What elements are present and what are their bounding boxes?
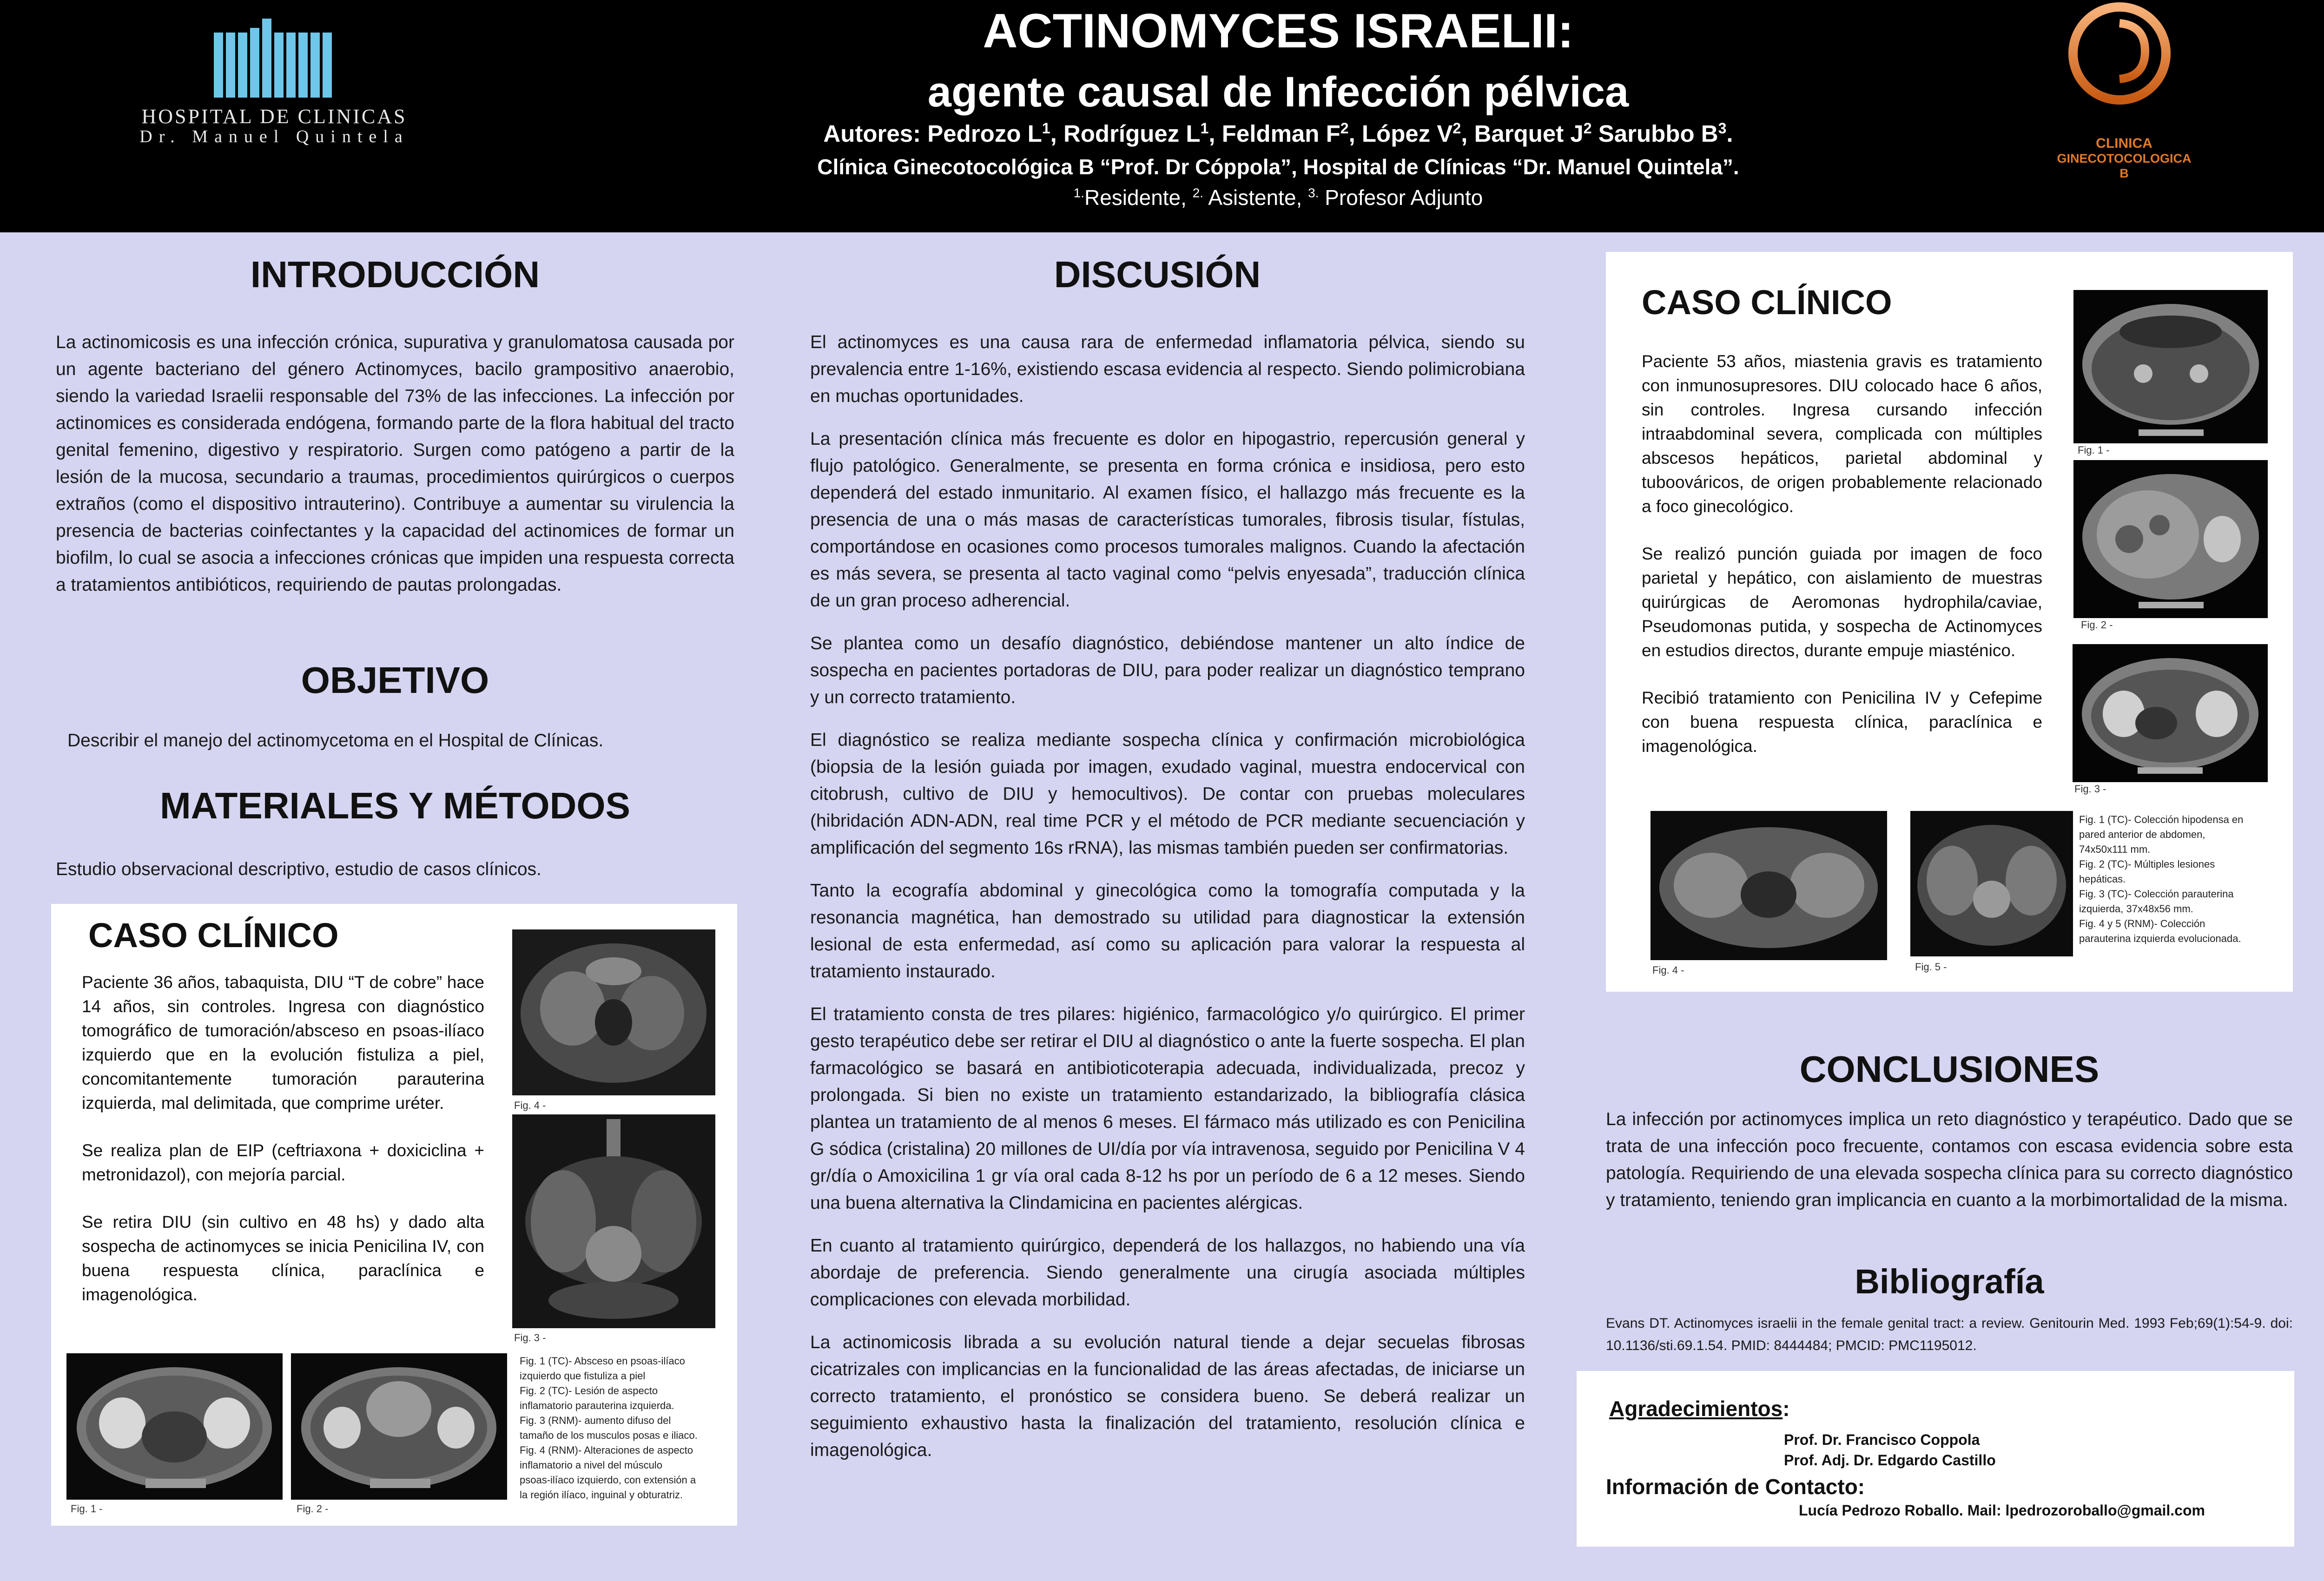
author: Rodríguez $L^1$,	[1063, 120, 1215, 147]
author: Barquet $J^2$	[1474, 120, 1592, 147]
caso2-text	[1642, 349, 2042, 782]
author: López $V^2$,	[1361, 120, 1468, 147]
discusion-text	[810, 329, 1525, 1480]
introduccion-heading: INTRODUCCIÓN	[250, 254, 540, 295]
caso2-paragraph: Se realizó punción guiada por imagen de foco parietal y hepático, con aislamiento de muestras quirúrgicas de Aeromonas hydrophila/caviae, Pseudomonas putida, y sospecha de Actinomyces en estudios directos, durante empuje miasténico.	[1642, 544, 2042, 660]
conclusiones-text: La infección por actinomyces implica un reto diagnóstico y terapéutico. Dado que se trata de una infección poco frecuente, contamos con escasa evidencia sobre esta patología. Requiriendo de una elevada sospecha clínica para su correcto diagnóstico y tratamiento, teniendo gran implicancia en cuanto a la morbimortalidad de la misma.	[1606, 1109, 2293, 1210]
hospital-name: HOSPITAL DE CLINICAS	[141, 105, 407, 128]
clinic-logo-text-2: GINECOTOCOLOGICA	[2057, 152, 2192, 165]
contact-line: Lucía Pedrozo Roballo. Mail: lpedrozoroballo@gmail.com	[1799, 1502, 2205, 1519]
poster-subtitle: agente causal de Infección pélvica	[927, 68, 1629, 116]
roles-line: $^{1.}$Residente, $^{2.}$ Asistente, $^{3.}$ Profesor Adjunto	[1073, 185, 1483, 210]
contact-heading: Información de Contacto:	[1606, 1475, 1865, 1499]
caso1-paragraph: Se realiza plan de EIP (ceftriaxona + doxiciclina + metronidazol), con mejoría parcial.	[82, 1141, 484, 1184]
discusion-paragraph: La actinomicosis librada a su evolución natural tiende a dejar secuelas fibrosas cicatrizales con implicancias en la funcionalidad de las áreas afectadas, de iniciarse un correcto tratamiento, el pronóstico se considera bueno. Se deberá realizar un seguimiento exhaustivo hasta la finalización del tratamiento, resolución clínica e imagenológica.	[810, 1332, 1525, 1460]
materiales-text: Estudio observacional descriptivo, estudio de casos clínicos.	[56, 859, 541, 879]
caso1-captions: Fig. 1 (TC)- Absceso en psoas-ilíaco izquierdo que fistuliza a piel Fig. 2 (TC)- Lesión de aspecto inflamatorio parauterina izquierda. Fig. 3 (RNM)- aumento difuso del tamaño de los musculos posas e iliaco. Fig. 4 (RNM)- Alteraciones de aspecto inflamatorio a nivel del músculo psoas-ilíaco izquierdo, con extensión a la región ilíaco, inguinal y obturatriz.	[520, 1355, 698, 1501]
caso2-paragraph: Recibió tratamiento con Penicilina IV y Cefepime con buena respuesta clínica, paraclínica e imagenológica.	[1642, 688, 2042, 756]
discusion-paragraph: La presentación clínica más frecuente es dolor en hipogastrio, repercusión general y flujo patológico. Generalmente, se presenta en forma crónica e insidiosa, pero esto dependerá del estado inmunitario. Al examen físico, el hallazgo más frecuente es la presencia de una o más masas de características tumorales, fibrosis tisular, fístulas, comportándose en ocasiones como procesos tumorales malignos. Cuando la afectación es más severa, se presenta al tacto vaginal como “pelvis enyesada”, traducción clínica de un gran proceso adherencial.	[810, 429, 1525, 611]
discusion-heading: DISCUSIÓN	[1054, 254, 1261, 295]
bibliografia-heading: Bibliografía	[1855, 1262, 2044, 1301]
caso2-fig-label: Fig. 4 -	[1652, 964, 1684, 976]
clinic-line: Clínica Ginecotocológica B “Prof. Dr Cóppola”, Hospital de Clínicas “Dr. Manuel Quintela”.	[817, 155, 1739, 179]
caso1-fig2-ct	[291, 1353, 507, 1500]
discusion-paragraph: En cuanto al tratamiento quirúrgico, dependerá de los hallazgos, no habiendo una vía abordaje de preferencia. Siendo generalmente una cirugía asociada múltiples complicaciones con elevada morbilidad.	[810, 1236, 1525, 1310]
objetivo-text: Describir el manejo del actinomycetoma en el Hospital de Clínicas.	[67, 731, 604, 751]
conclusiones-heading: CONCLUSIONES	[1799, 1048, 2100, 1090]
caso1-fig-label: Fig. 3 -	[514, 1332, 546, 1344]
clinic-logo-text-1: CLINICA	[2096, 136, 2152, 151]
caso2-fig1-ct	[2073, 290, 2268, 443]
caso2-fig2-ct	[2073, 460, 2268, 618]
discusion-paragraph: El actinomyces es una causa rara de enfermedad inflamatoria pélvica, siendo su prevalencia entre 1-16%, existiendo escasa evidencia al respecto. Siendo polimicrobiana en muchas oportunidades.	[810, 332, 1525, 406]
discusion-paragraph: El diagnóstico se realiza mediante sospecha clínica y confirmación microbiológica (biopsia de la lesión guiada por imagen, exudado vaginal, muestra endocervical con citobrush, cultivo de DIU y hemocultivos). De contar con pruebas moleculares (hibridación ADN-ADN, real time PCR y el método de PCR mediante secuenciación y amplificación del segmento 16s rRNA), las mismas también pueden ser confirmatorias.	[810, 730, 1525, 858]
caso1-paragraph: Paciente 36 años, tabaquista, DIU “T de cobre” hace 14 años, sin controles. Ingresa con diagnóstico tomográfico de tumoración/absceso en psoas-ilíaco izquierdo que en la evolución fistuliza a piel, concomitantemente tumoración parauterina izquierda, mal delimitada, que comprime uréter.	[82, 973, 484, 1113]
agradecimientos-heading: Agradecimientos:	[1609, 1397, 1790, 1421]
caso2-fig5-mri	[1910, 811, 2073, 956]
caso1-fig4-mri	[512, 929, 715, 1095]
caso2-heading: CASO CLÍNICO	[1642, 283, 1892, 322]
caso2-fig4-mri	[1651, 811, 1887, 960]
caso1-fig-label: Fig. 4 -	[514, 1100, 546, 1111]
discusion-paragraph: El tratamiento consta de tres pilares: higiénico, farmacológico y/o quirúrgico. El primer gesto terapéutico debe ser retirar el DIU al diagnóstico o ante la fuerte sospecha. El plan farmacológico se basará en antibioticoterapia adecuada, individualizada, precoz y prolongada. Si bien no existe un tratamiento estandarizado, la bibliografía clásica plantea un tratamiento de al menos 6 meses. El fármaco más utilizado es con Penicilina G sódica (cristalina) 20 millones de UI/día por vía intravenosa, seguido por Penicilina V 4 gr/día o Amoxicilina 1 gr vía oral cada 8-12 hs por un período de 6 a 12 meses. Siendo una buena alternativa la Clindamicina en pacientes alérgicas.	[810, 1004, 1525, 1213]
clinic-logo-text-3: B	[2119, 166, 2129, 180]
introduccion-text: La actinomicosis es una infección crónica, supurativa y granulomatosa causada por un agente bacteriano del género Actinomyces, bacilo grampositivo anaerobio, siendo la variedad Israelii responsable del 73% de las infecciones. La infección por actinomices es considerada endógena, formando parte de la flora habitual del tracto genital femenino, digestivo y respiratorio. Surgen como patógeno a partir de la lesión de la mucosa, secundario a traumas, procedimientos quirúrgicos o cuerpos extraños (como el dispositivo intrauterino). Contribuye a aumentar su virulencia la presencia de bacterias coinfectantes y la capacidad del actinomices de formar un biofilm, lo cual se asocia a infecciones crónicas que impiden una respuesta correcta a tratamientos antibióticos, requiriendo de pautas prolongadas.	[56, 332, 734, 595]
caso2-captions: Fig. 1 (TC)- Colección hipodensa en pared anterior de abdomen, 74x50x111 mm. Fig. 2 (TC)- Múltiples lesiones hepáticas. Fig. 3 (TC)- Colección parauterina izquierda, 37x48x56 mm. Fig. 4 y 5 (RNM)- Colección parauterina izquierda evolucionada.	[2079, 814, 2244, 944]
caso1-fig1-ct	[66, 1353, 283, 1500]
discusion-paragraph: Se plantea como un desafío diagnóstico, debiéndose mantener un alto índice de sospecha en pacientes portadoras de DIU, para poder realizar un diagnóstico temprano y un correcto tratamiento.	[810, 633, 1525, 707]
caso2-fig-label: Fig. 1 -	[2078, 444, 2110, 456]
ack-name: Prof. Dr. Francisco Coppola	[1784, 1431, 1980, 1448]
caso2-fig-label: Fig. 5 -	[1915, 961, 1947, 973]
caso2-fig3-ct	[2073, 644, 2268, 782]
authors-label: Autores:	[823, 120, 921, 147]
caso2-fig-label: Fig. 3 -	[2074, 783, 2106, 795]
caso1-fig-label: Fig. 2 -	[297, 1503, 329, 1515]
materiales-heading: MATERIALES Y MÉTODOS	[160, 785, 630, 826]
author: Pedrozo $L^1$,	[927, 120, 1057, 147]
caso1-paragraph: Se retira DIU (sin cultivo en 48 hs) y dado alta sospecha de actinomyces se inicia Penicilina IV, con buena respuesta clínica, paraclínica e imagenológica.	[82, 1212, 484, 1304]
hospital-subtitle: Dr. Manuel Quintela	[139, 127, 409, 146]
discusion-paragraph: Tanto la ecografía abdominal y ginecológica como la tomografía computada y la resonancia magnética, han demostrado su utilidad para diagnosticar la extensión lesional de esta enfermedad, así como su aplicación para valorar la respuesta al tratamiento instaurado.	[810, 881, 1525, 982]
authors-line	[604, 120, 1952, 147]
caso1-fig-label: Fig. 1 -	[71, 1503, 103, 1515]
caso2-fig-label: Fig. 2 -	[2081, 619, 2113, 631]
caso2-paragraph: Paciente 53 años, miastenia gravis es tratamiento con inmunosupresores. DIU colocado hace 6 años, sin controles. Ingresa cursando infección intraabdominal severa, complicada con múltiples abscesos hepáticos, parietal abdominal y tuboováricos, de origen probablemente relacionado a foco ginecológico.	[1642, 352, 2042, 516]
ack-name: Prof. Adj. Dr. Edgardo Castillo	[1784, 1452, 1996, 1469]
poster-title: ACTINOMYCES ISRAELII:	[983, 4, 1574, 58]
author: Feldman $F^2$,	[1221, 120, 1355, 147]
objetivo-heading: OBJETIVO	[301, 659, 489, 701]
author: Sarubbo $B^3$.	[1598, 120, 1733, 147]
caso1-heading: CASO CLÍNICO	[88, 916, 339, 955]
clinic-logo	[2054, 0, 2194, 191]
caso1-fig3-mri	[512, 1114, 715, 1328]
caso1-text	[82, 970, 484, 1330]
bibliografia-text: Evans DT. Actinomyces israelii in the female genital tract: a review. Genitourin Med. 1993 Feb;69(1):54-9. doi: 10.1136/sti.69.1.54. PMID: 8444484; PMCID: PMC1195012.	[1606, 1316, 2293, 1353]
